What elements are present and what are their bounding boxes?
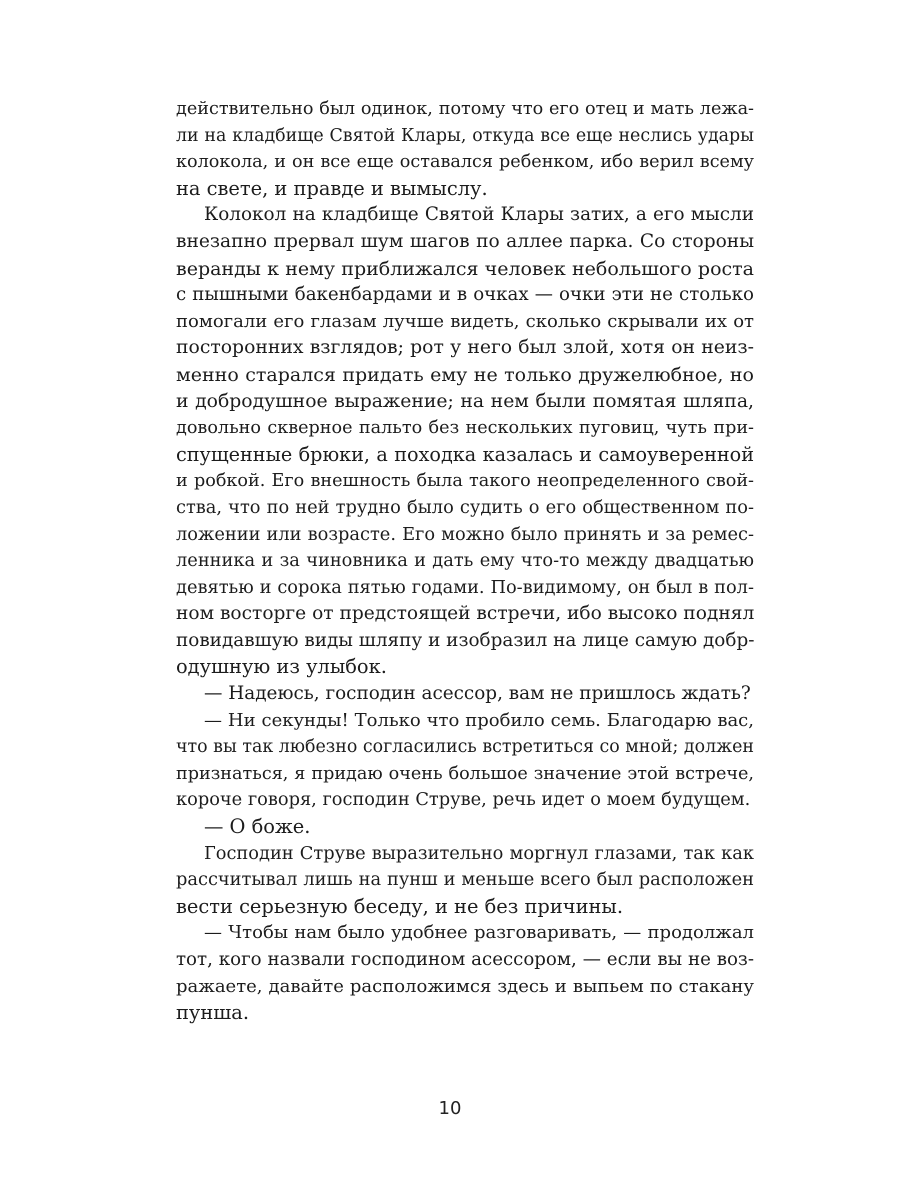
text-line: действительно был одинок, потому что его отец и мать лежа- bbox=[176, 99, 754, 119]
text-line: довольно скверное пальто без нескольких пуговиц, чуть при- bbox=[176, 418, 754, 439]
text-line: что вы так любезно согласились встретиться со мной; должен bbox=[176, 737, 754, 758]
text-line: признаться, я придаю очень большое значение этой встрече, bbox=[176, 763, 754, 784]
text-line: колокола, и он все еще оставался ребенком, ибо верил всему bbox=[176, 152, 754, 173]
text-line: одушную из улыбок. bbox=[176, 655, 387, 679]
text-line: посторонних взглядов; рот у него был злой, хотя он неиз- bbox=[176, 337, 754, 359]
text-line: и добродушное выражение; на нем были помятая шляпа, bbox=[176, 390, 754, 412]
text-line: ленника и за чиновника и дать ему что-то между двадцатью bbox=[176, 550, 754, 572]
text-line: помогали его глазам лучше видеть, сколько скрывали их от bbox=[176, 310, 754, 332]
text-line: девятью и сорока пятью годами. По-видимому, он был в пол- bbox=[176, 576, 754, 598]
text-line: пунша. bbox=[176, 1001, 250, 1025]
text-line: на свете, и правде и вымыслу. bbox=[176, 176, 488, 200]
text-line: ном восторге от предстоящей встречи, ибо высоко поднял bbox=[176, 603, 755, 625]
text-line: вести серьезную беседу, и не без причины. bbox=[176, 894, 624, 918]
text-line: ства, что по ней трудно было судить о его общественном по- bbox=[176, 496, 754, 518]
text-line: веранды к нему приближался человек небольшого роста bbox=[176, 257, 754, 280]
text-line: — О боже. bbox=[204, 815, 311, 839]
text-line: тот, кого назвали господином асессором, — если вы не воз- bbox=[176, 949, 754, 970]
text-line: рассчитывал лишь на пунш и меньше всего был расположен bbox=[176, 869, 754, 891]
text-line: Господин Струве выразительно моргнул глазами, так как bbox=[204, 842, 754, 864]
page-number: 10 bbox=[438, 1098, 462, 1119]
text-line: короче говоря, господин Струве, речь идет о моем будущем. bbox=[176, 789, 751, 811]
text-line: — Чтобы нам было удобнее разговаривать, — продолжал bbox=[204, 922, 754, 944]
text-line: ли на кладбище Святой Клары, откуда все еще неслись удары bbox=[176, 125, 754, 146]
text-line: — Ни секунды! Только что пробило семь. Благодарю вас, bbox=[204, 709, 754, 731]
text-line: ложении или возрасте. Его можно было принять и за ремес- bbox=[176, 523, 754, 545]
text-line: внезапно прервал шум шагов по аллее парка. Со стороны bbox=[176, 230, 754, 252]
text-line: менно старался придать ему не только дружелюбное, но bbox=[176, 363, 754, 386]
text-line: ражаете, давайте расположимся здесь и выпьем по стакану bbox=[176, 975, 754, 997]
text-line: спущенные брюки, а походка казалась и самоуверенной bbox=[176, 442, 754, 466]
text-line: Колокол на кладбище Святой Клары затих, а его мысли bbox=[204, 204, 754, 226]
text-line: повидавшую виды шляпу и изобразил на лице самую добр- bbox=[176, 629, 755, 651]
text-line: — Надеюсь, господин асессор, вам не пришлось ждать? bbox=[204, 683, 751, 705]
text-line: с пышными бакенбардами и в очках — очки эти не столько bbox=[176, 284, 754, 306]
body-text bbox=[176, 96, 754, 1027]
text-line: и робкой. Его внешность была такого неопределенного свой- bbox=[176, 471, 754, 492]
